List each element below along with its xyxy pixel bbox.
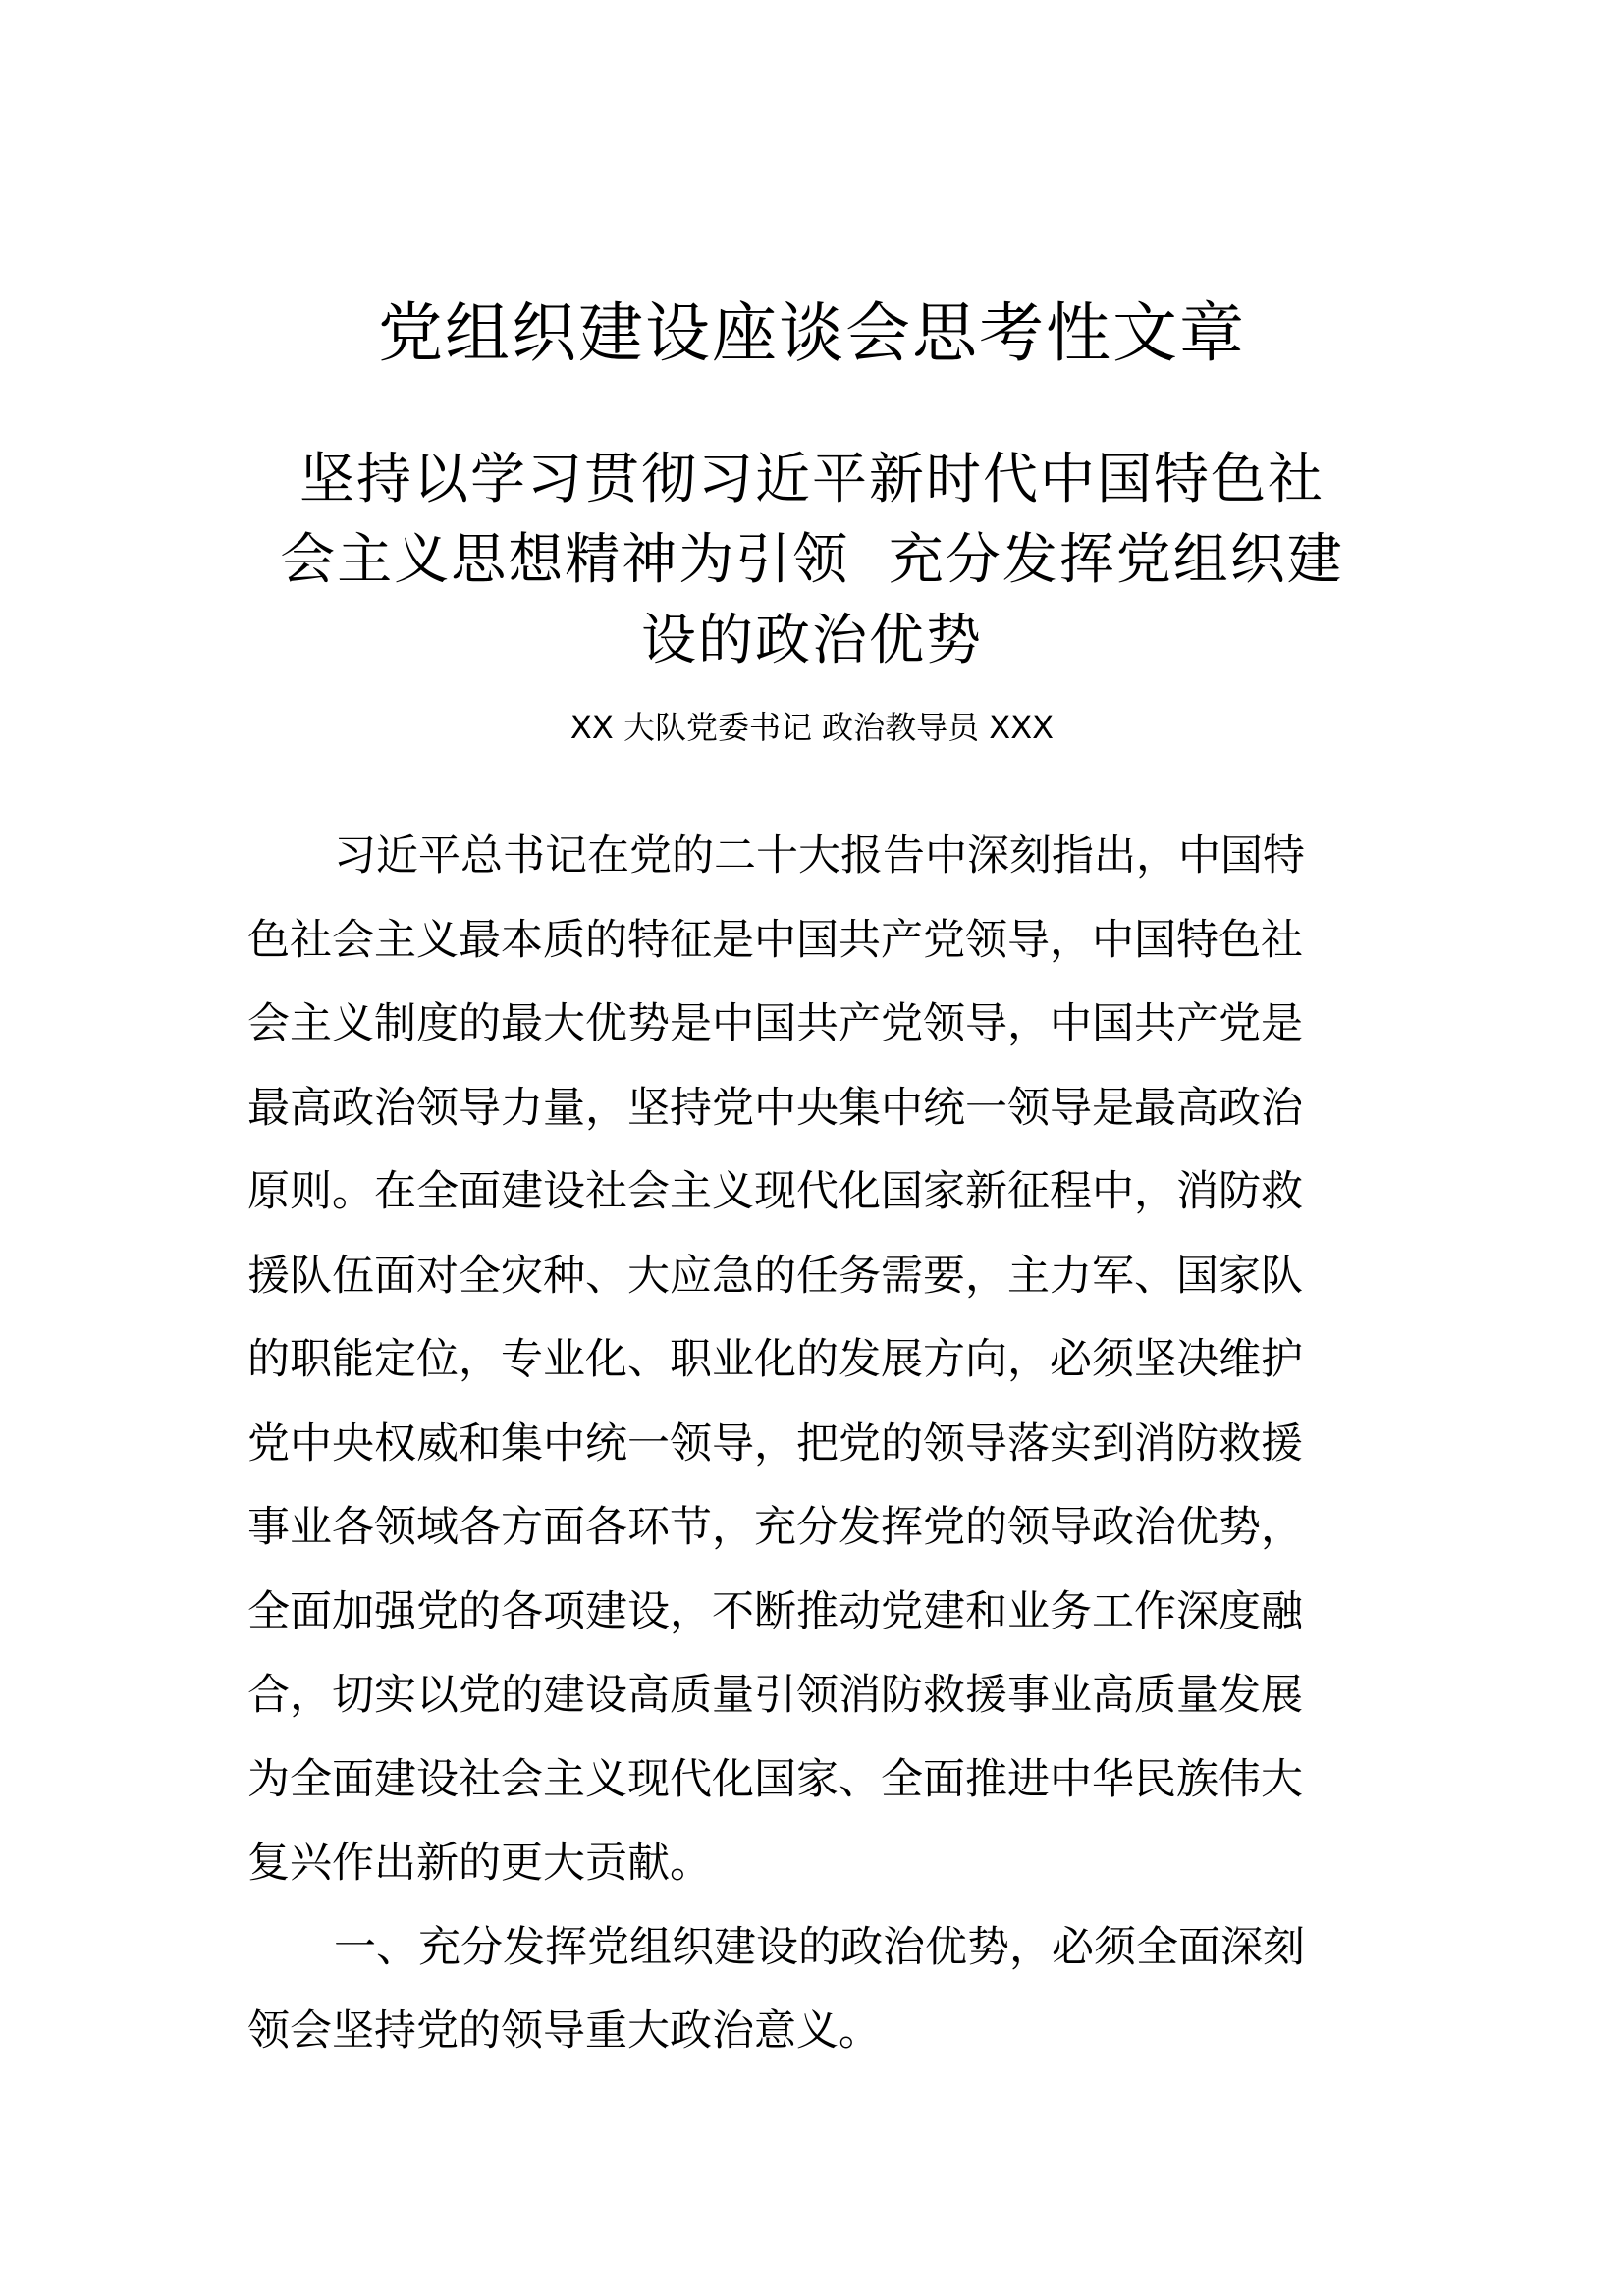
- text-line: 原则。在全面建设社会主义现代化国家新征程中，消防救: [247, 1167, 1303, 1216]
- document-title: 党组织建设座谈会思考性文章: [378, 295, 1246, 371]
- author-byline: XX 大队党委书记 政治教导员 XXX: [569, 709, 1055, 746]
- text-line: 习近平总书记在党的二十大报告中深刻指出，中国特: [334, 831, 1305, 881]
- text-line: 合，切实以党的建设高质量引领消防救援事业高质量发展: [247, 1671, 1303, 1720]
- text-line: 为全面建设社会主义现代化国家、全面推进中华民族伟大: [247, 1754, 1303, 1804]
- text-line: 领会坚持党的领导重大政治意义。: [247, 2006, 881, 2056]
- text-line: 的职能定位，专业化、职业化的发展方向，必须坚决维护: [247, 1335, 1303, 1384]
- text-line: 援队伍面对全灾种、大应急的任务需要，主力军、国家队: [247, 1251, 1303, 1301]
- subtitle-line: 坚持以学习贯彻习近平新时代中国特色社: [299, 448, 1325, 511]
- text-line: 会主义制度的最大优势是中国共产党领导，中国共产党是: [247, 999, 1303, 1048]
- paragraph-1: [247, 815, 1386, 1906]
- subtitle-line: 设的政治优势: [641, 609, 983, 672]
- paragraph-2-section-heading: [247, 1906, 1386, 2074]
- text-line: 最高政治领导力量，坚持党中央集中统一领导是最高政治: [247, 1083, 1303, 1133]
- text-line: 色社会主义最本质的特征是中国共产党领导，中国特色社: [247, 915, 1303, 965]
- body-text: [247, 815, 1386, 2074]
- text-line: 一、充分发挥党组织建设的政治优势，必须全面深刻: [334, 1922, 1305, 1972]
- subtitle-line: 会主义思想精神为引领 充分发挥党组织建: [280, 528, 1344, 592]
- text-line: 党中央权威和集中统一领导，把党的领导落实到消防救援: [247, 1418, 1303, 1468]
- text-line: 全面加强党的各项建设，不断推动党建和业务工作深度融: [247, 1586, 1303, 1636]
- text-line: 事业各领域各方面各环节，充分发挥党的领导政治优势，: [247, 1503, 1303, 1552]
- document-subtitle: [236, 440, 1388, 681]
- text-line: 复兴作出新的更大贡献。: [247, 1839, 712, 1888]
